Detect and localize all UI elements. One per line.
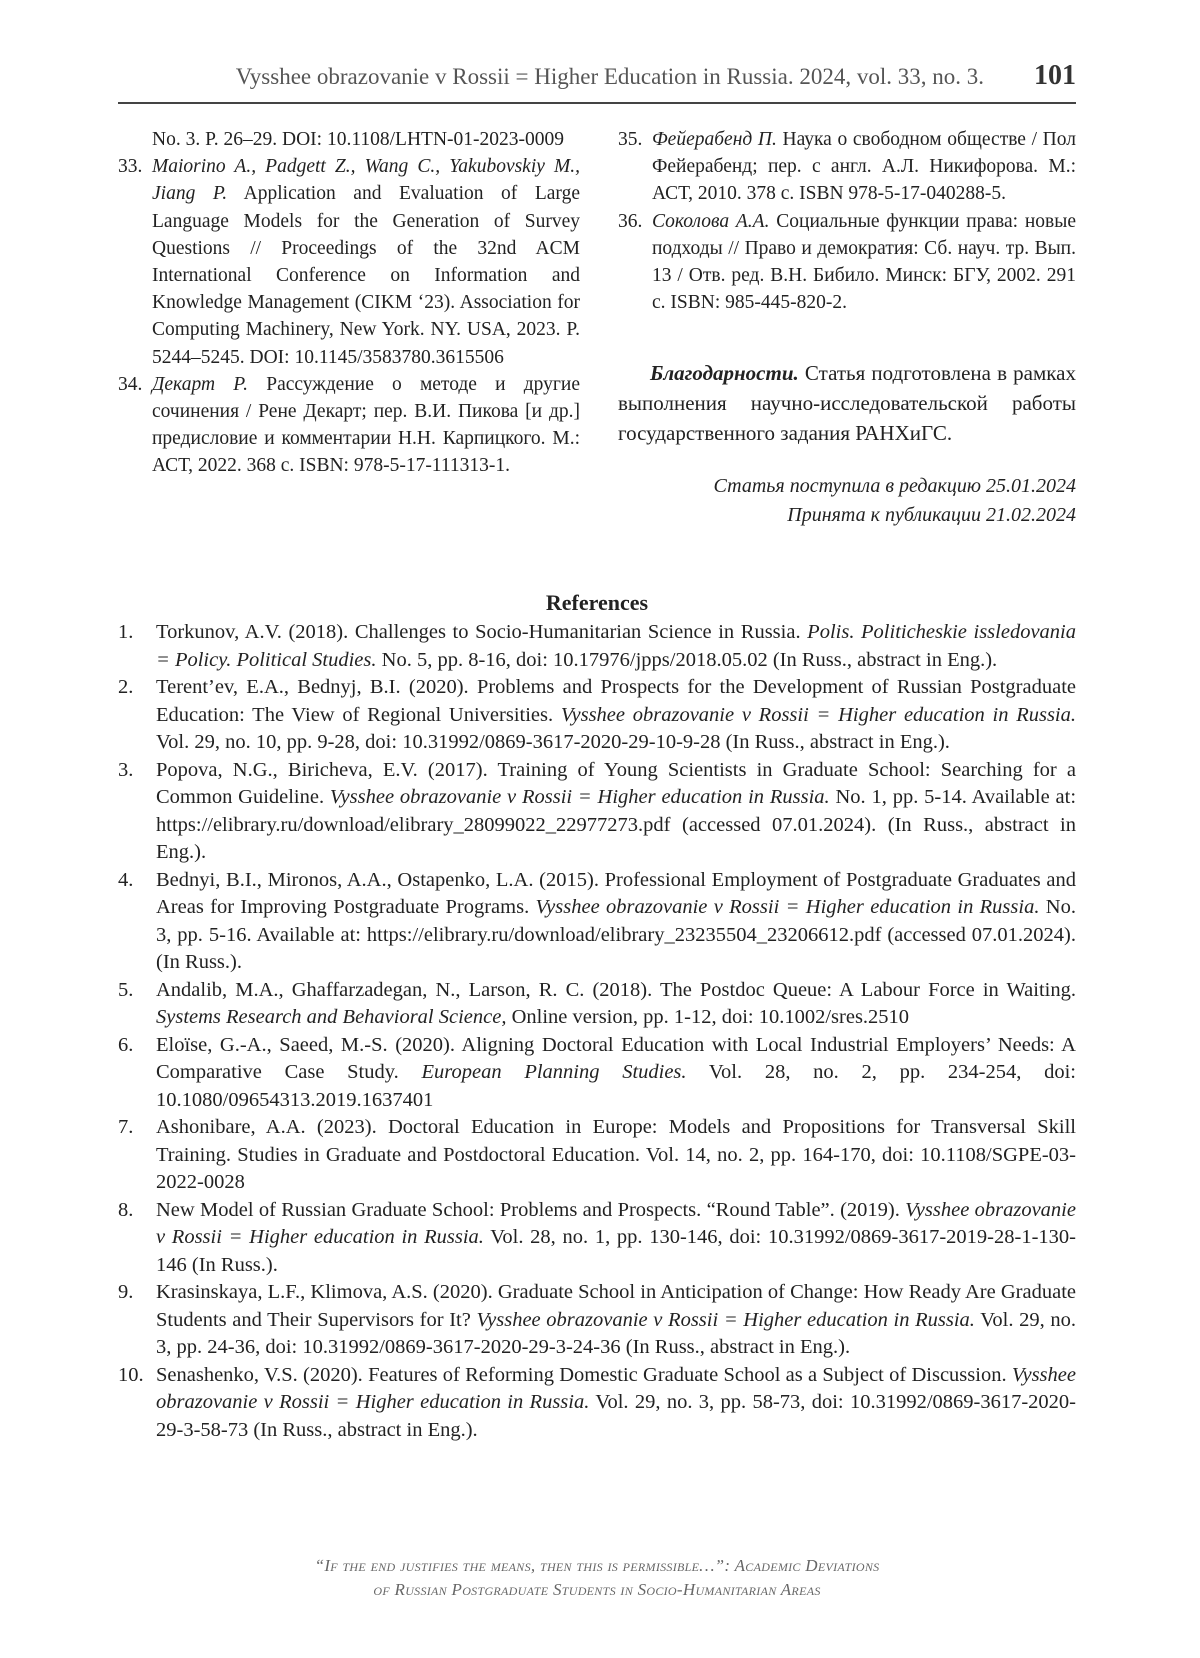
ref-authors: Декарт Р. bbox=[152, 373, 249, 395]
reference-item bbox=[118, 757, 1076, 867]
reference-source: Systems Research and Behavioral Science, bbox=[156, 1006, 507, 1028]
reference-details: Online version, pp. 1-12, doi: 10.1002/sres.2510 bbox=[506, 1006, 910, 1028]
reference-text: Andalib, M.A., Ghaffarzadegan, N., Larson, R. C. (2018). The Postdoc Queue: A Labour Force in Waiting. bbox=[156, 978, 1076, 1001]
page-number: 101 bbox=[1034, 60, 1076, 91]
reference-number: 6. bbox=[118, 1033, 134, 1056]
ref-34 bbox=[118, 371, 580, 480]
reference-text: Ashonibare, A.A. (2023). Doctoral Education in Europe: Models and Propositions for Transversal Skill Training. Studies in Graduate and Postdoctoral Education. Vol. 14, no. 2, pp. 164-170, doi: 10.1108/SGPE-03-2022-0028 bbox=[156, 1116, 1076, 1193]
reference-item bbox=[118, 1032, 1076, 1115]
footer-line-2: of Russian Postgraduate Students in Socio-Humanitarian Areas bbox=[373, 1580, 821, 1599]
article-dates bbox=[618, 472, 1076, 530]
reference-item bbox=[118, 867, 1076, 977]
running-footer bbox=[118, 1554, 1076, 1602]
ref-number: 36. bbox=[618, 210, 643, 232]
reference-source: Vysshee obrazovanie v Rossii = Higher education in Russia. bbox=[476, 1308, 975, 1331]
reference-source: Vysshee obrazovanie v Rossii = Higher education in Russia. bbox=[156, 1363, 1076, 1413]
ref-36 bbox=[618, 208, 1076, 317]
accepted-date: Принята к публикации 21.02.2024 bbox=[787, 504, 1076, 527]
ref-32-tail: No. 3. P. 26–29. DOI: 10.1108/LHTN-01-2023-0009 bbox=[152, 129, 565, 150]
reference-details: Vol. 28, no. 1, pp. 130-146, doi: 10.31992/0869-3617-2019-28-1-130-146 (In Russ.). bbox=[156, 1226, 1076, 1276]
reference-details: No. 1, pp. 5-14. Available at: https://elibrary.ru/download/elibrary_28099022_22977273.pdf (accessed 07.01.2024). (In Russ., abstract in Eng.). bbox=[156, 786, 1077, 863]
ref-text: Социальные функции права: новые подходы // Право и демократия: Сб. науч. тр. Вып. 13 / Отв. ред. В.Н. Бибило. Минск: БГУ, 2002. 291 с. ISBN: 985-445-820-2. bbox=[652, 210, 1076, 314]
acknowledgement-title: Благодарности. bbox=[650, 361, 799, 386]
reference-number: 3. bbox=[118, 758, 134, 781]
reference-number: 9. bbox=[118, 1281, 134, 1303]
reference-number: 1. bbox=[118, 621, 134, 643]
reference-text: Torkunov, A.V. (2018). Challenges to Socio-Humanitarian Science in Russia. bbox=[156, 621, 808, 643]
reference-text: Senashenko, V.S. (2020). Features of Reforming Domestic Graduate School as a Subject of Discussion. bbox=[156, 1363, 1012, 1386]
reference-number: 4. bbox=[118, 868, 134, 891]
reference-number: 2. bbox=[118, 676, 134, 698]
ref-text: Наука о свободном обществе / Пол Фейерабенд; пер. с англ. А.Л. Никифорова. М.: АСТ, 2010. 378 с. ISBN 978-5-17-040288-5. bbox=[652, 129, 1076, 205]
reference-item bbox=[118, 1114, 1076, 1197]
reference-text: Bednyi, B.I., Mironos, A.A., Ostapenko, L.A. (2015). Professional Employment of Postgraduate Graduates and Areas for Improving Postgraduate Programs. bbox=[156, 868, 1076, 918]
ref-text: Application and Evaluation of Large Language Models for the Generation of Survey Questions // Proceedings of the 32nd ACM International Conference on Information and Knowledge Management (CIKM ‘23). Association for Computing Machinery, New York. NY. USA, 2023. P. 5244–5245. DOI: 10.1145/3583780.3615506 bbox=[152, 183, 580, 368]
reference-details: Vol. 29, no. 3, pp. 24-36, doi: 10.31992/0869-3617-2020-29-3-24-36 (In Russ., abstract in Eng.). bbox=[156, 1308, 1077, 1358]
reference-details: Vol. 29, no. 10, pp. 9-28, doi: 10.31992/0869-3617-2020-29-10-9-28 (In Russ., abstract in Eng.). bbox=[156, 731, 950, 753]
ref-number: 35. bbox=[618, 129, 643, 150]
received-date: Статья поступила в редакцию 25.01.2024 bbox=[713, 475, 1076, 498]
reference-source: Vysshee obrazovanie v Rossii = Higher education in Russia. bbox=[535, 896, 1040, 918]
acknowledgement-text: Статья подготовлена в рамках выполнения научно-исследовательской работы государственного задания РАНХиГС. bbox=[618, 361, 1076, 446]
references-list bbox=[118, 619, 1076, 1444]
footer-line-1: “If the end justifies the means, then this is permissible…”: Academic Deviations bbox=[314, 1556, 880, 1575]
ref-33 bbox=[118, 153, 580, 371]
ref-number: 34. bbox=[118, 373, 143, 395]
reference-item bbox=[118, 1197, 1076, 1280]
reference-number: 8. bbox=[118, 1198, 134, 1221]
reference-source: Vysshee obrazovanie v Rossii = Higher education in Russia. bbox=[156, 1198, 1076, 1248]
journal-title: Vysshee obrazovanie v Rossii = Higher Education in Russia. 2024, vol. 33, no. 3. bbox=[235, 64, 984, 89]
reference-source: Vysshee obrazovanie v Rossii = Higher education in Russia. bbox=[329, 786, 830, 808]
ref-number: 33. bbox=[118, 156, 143, 178]
reference-text: New Model of Russian Graduate School: Problems and Prospects. “Round Table”. (2019). bbox=[156, 1198, 906, 1221]
reference-number: 10. bbox=[118, 1363, 144, 1386]
ref-authors: Соколова А.А. bbox=[652, 210, 770, 232]
reference-details: Vol. 29, no. 3, pp. 58-73, doi: 10.31992/0869-3617-2020-29-3-58-73 (In Russ., abstract in Eng.). bbox=[156, 1391, 1076, 1441]
acknowledgement bbox=[618, 358, 1076, 448]
reference-item bbox=[118, 674, 1076, 757]
reference-item bbox=[118, 1279, 1076, 1362]
reference-text: Popova, N.G., Biricheva, E.V. (2017). Training of Young Scientists in Graduate School: Searching for a Common Guideline. bbox=[156, 758, 1076, 808]
reference-source: Polis. Politicheskie issledovania = Policy. Political Studies. bbox=[156, 621, 1076, 671]
references-heading: References bbox=[545, 590, 649, 615]
reference-number: 5. bbox=[118, 978, 134, 1001]
reference-text: Krasinskaya, L.F., Klimova, A.S. (2020). Graduate School in Anticipation of Change: How Ready Are Graduate Students and Their Supervisors for It? bbox=[156, 1281, 1076, 1331]
right-column bbox=[618, 126, 1076, 530]
reference-text: Eloïse, G.-A., Saeed, M.-S. (2020). Aligning Doctoral Education with Local Industrial Employers’ Needs: A Comparative Case Study. bbox=[156, 1033, 1076, 1083]
reference-item bbox=[118, 619, 1076, 674]
ref-text: Рассуждение о методе и другие сочинения / Рене Декарт; пер. В.И. Пикова [и др.] предисловие и комментарии Н.Н. Карпицкого. М.: АСТ, 2022. 368 с. ISBN: 978-5-17-111313-1. bbox=[152, 373, 581, 477]
reference-item bbox=[118, 977, 1076, 1032]
reference-number: 7. bbox=[118, 1116, 134, 1138]
reference-source: Vysshee obrazovanie v Rossii = Higher education in Russia. bbox=[560, 703, 1077, 726]
reference-source: European Planning Studies. bbox=[421, 1061, 687, 1083]
reference-text: Terent’ev, E.A., Bednyj, B.I. (2020). Problems and Prospects for the Development of Russian Postgraduate Education: The View of Regional Universities. bbox=[156, 676, 1076, 726]
reference-details: Vol. 28, no. 2, pp. 234-254, doi: 10.1080/09654313.2019.1637401 bbox=[156, 1061, 1076, 1111]
ref-continuation bbox=[118, 126, 580, 153]
ref-authors: Фейерабенд П. bbox=[652, 129, 777, 150]
reference-item bbox=[118, 1362, 1076, 1445]
ref-authors: Maiorino A., Padgett Z., Wang C., Yakubovskiy M., Jiang P. bbox=[152, 156, 580, 205]
ref-35 bbox=[618, 126, 1076, 208]
left-column bbox=[118, 126, 580, 480]
reference-details: No. 5, pp. 8-16, doi: 10.17976/jpps/2018.05.02 (In Russ., abstract in Eng.). bbox=[376, 648, 998, 671]
running-header bbox=[118, 58, 1076, 104]
reference-details: No. 3, pp. 5-16. Available at: https://elibrary.ru/download/elibrary_23235504_23206612.pdf (accessed 07.01.2024). (In Russ.). bbox=[156, 896, 1076, 973]
